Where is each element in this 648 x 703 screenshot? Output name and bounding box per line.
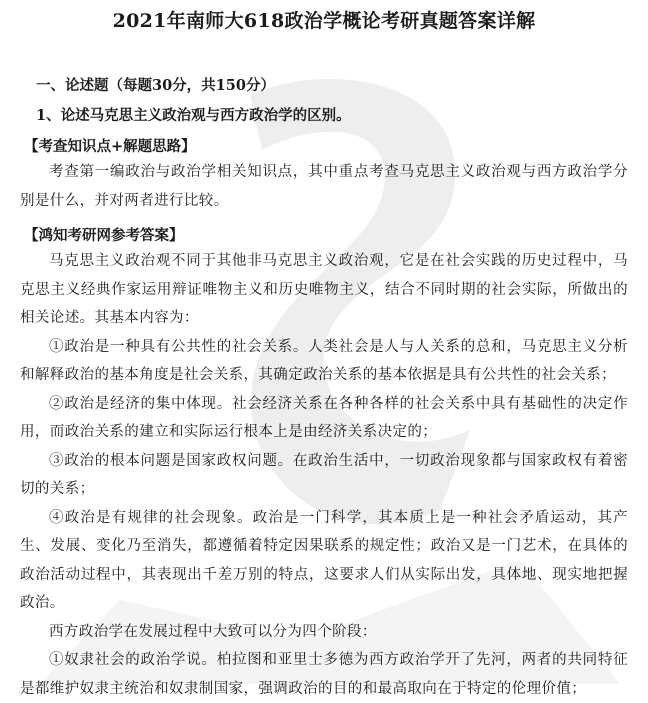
section-heading: 一、论述题（每题30分，共150分） (36, 77, 275, 94)
answer-paragraph: ①奴隶社会的政治学说。柏拉图和亚里士多德为西方政治学开了先河，两者的共同特征是都维护奴隶主统治和奴隶制国家，强调政治的目的和最高取向在于特定的伦理价值； (20, 652, 628, 697)
answer-tag: 【鸿知考研网参考答案】 (24, 227, 184, 244)
knowledge-paragraph: 考查第一编政治与政治学相关知识点，其中重点考查马克思主义政治观与西方政治学分别是什么，并对两者进行比较。 (20, 164, 628, 209)
answer-paragraph: ④政治是有规律的社会现象。政治是一门科学，其本质上是一种社会矛盾运动，其产生、发展、变化乃至消失，都遵循着特定因果联系的规定性；政治又是一门艺术，在具体的政治活动过程中，其表现出千差万别的特点，这要求人们从实际出发，具体地、现实地把握政治。 (20, 509, 628, 611)
answer-paragraph: 西方政治学在发展过程中大致可以分为四个阶段： (49, 623, 377, 640)
answer-paragraph: 马克思主义政治观不同于其他非马克思主义政治观，它是在社会实践的历史过程中，马克思主义经典作家运用辩证唯物主义和历史唯物主义，结合不同时期的社会实际，所做出的相关论述。其基本内容为： (20, 253, 628, 326)
answer-paragraph: ①政治是一种具有公共性的社会关系。人类社会是人与人关系的总和，马克思主义分析和解释政治的基本角度是社会关系，其确定政治关系的基本依据是具有公共性的社会关系； (20, 338, 628, 383)
knowledge-tag: 【考查知识点+解题思路】 (24, 138, 196, 155)
answer-paragraph: ②政治是经济的集中体现。社会经济关系在各种各样的社会关系中具有基础性的决定作用，而政治关系的建立和实际运行根本上是由经济关系决定的； (20, 395, 628, 440)
document-title: 2021年南师大618政治学概论考研真题答案详解 (112, 10, 536, 32)
question-heading: 1、论述马克思主义政治观与西方政治学的区别。 (36, 107, 351, 124)
answer-paragraph: ③政治的根本问题是国家政权问题。在政治生活中，一切政治现象都与国家政权有着密切的关系； (20, 452, 628, 497)
